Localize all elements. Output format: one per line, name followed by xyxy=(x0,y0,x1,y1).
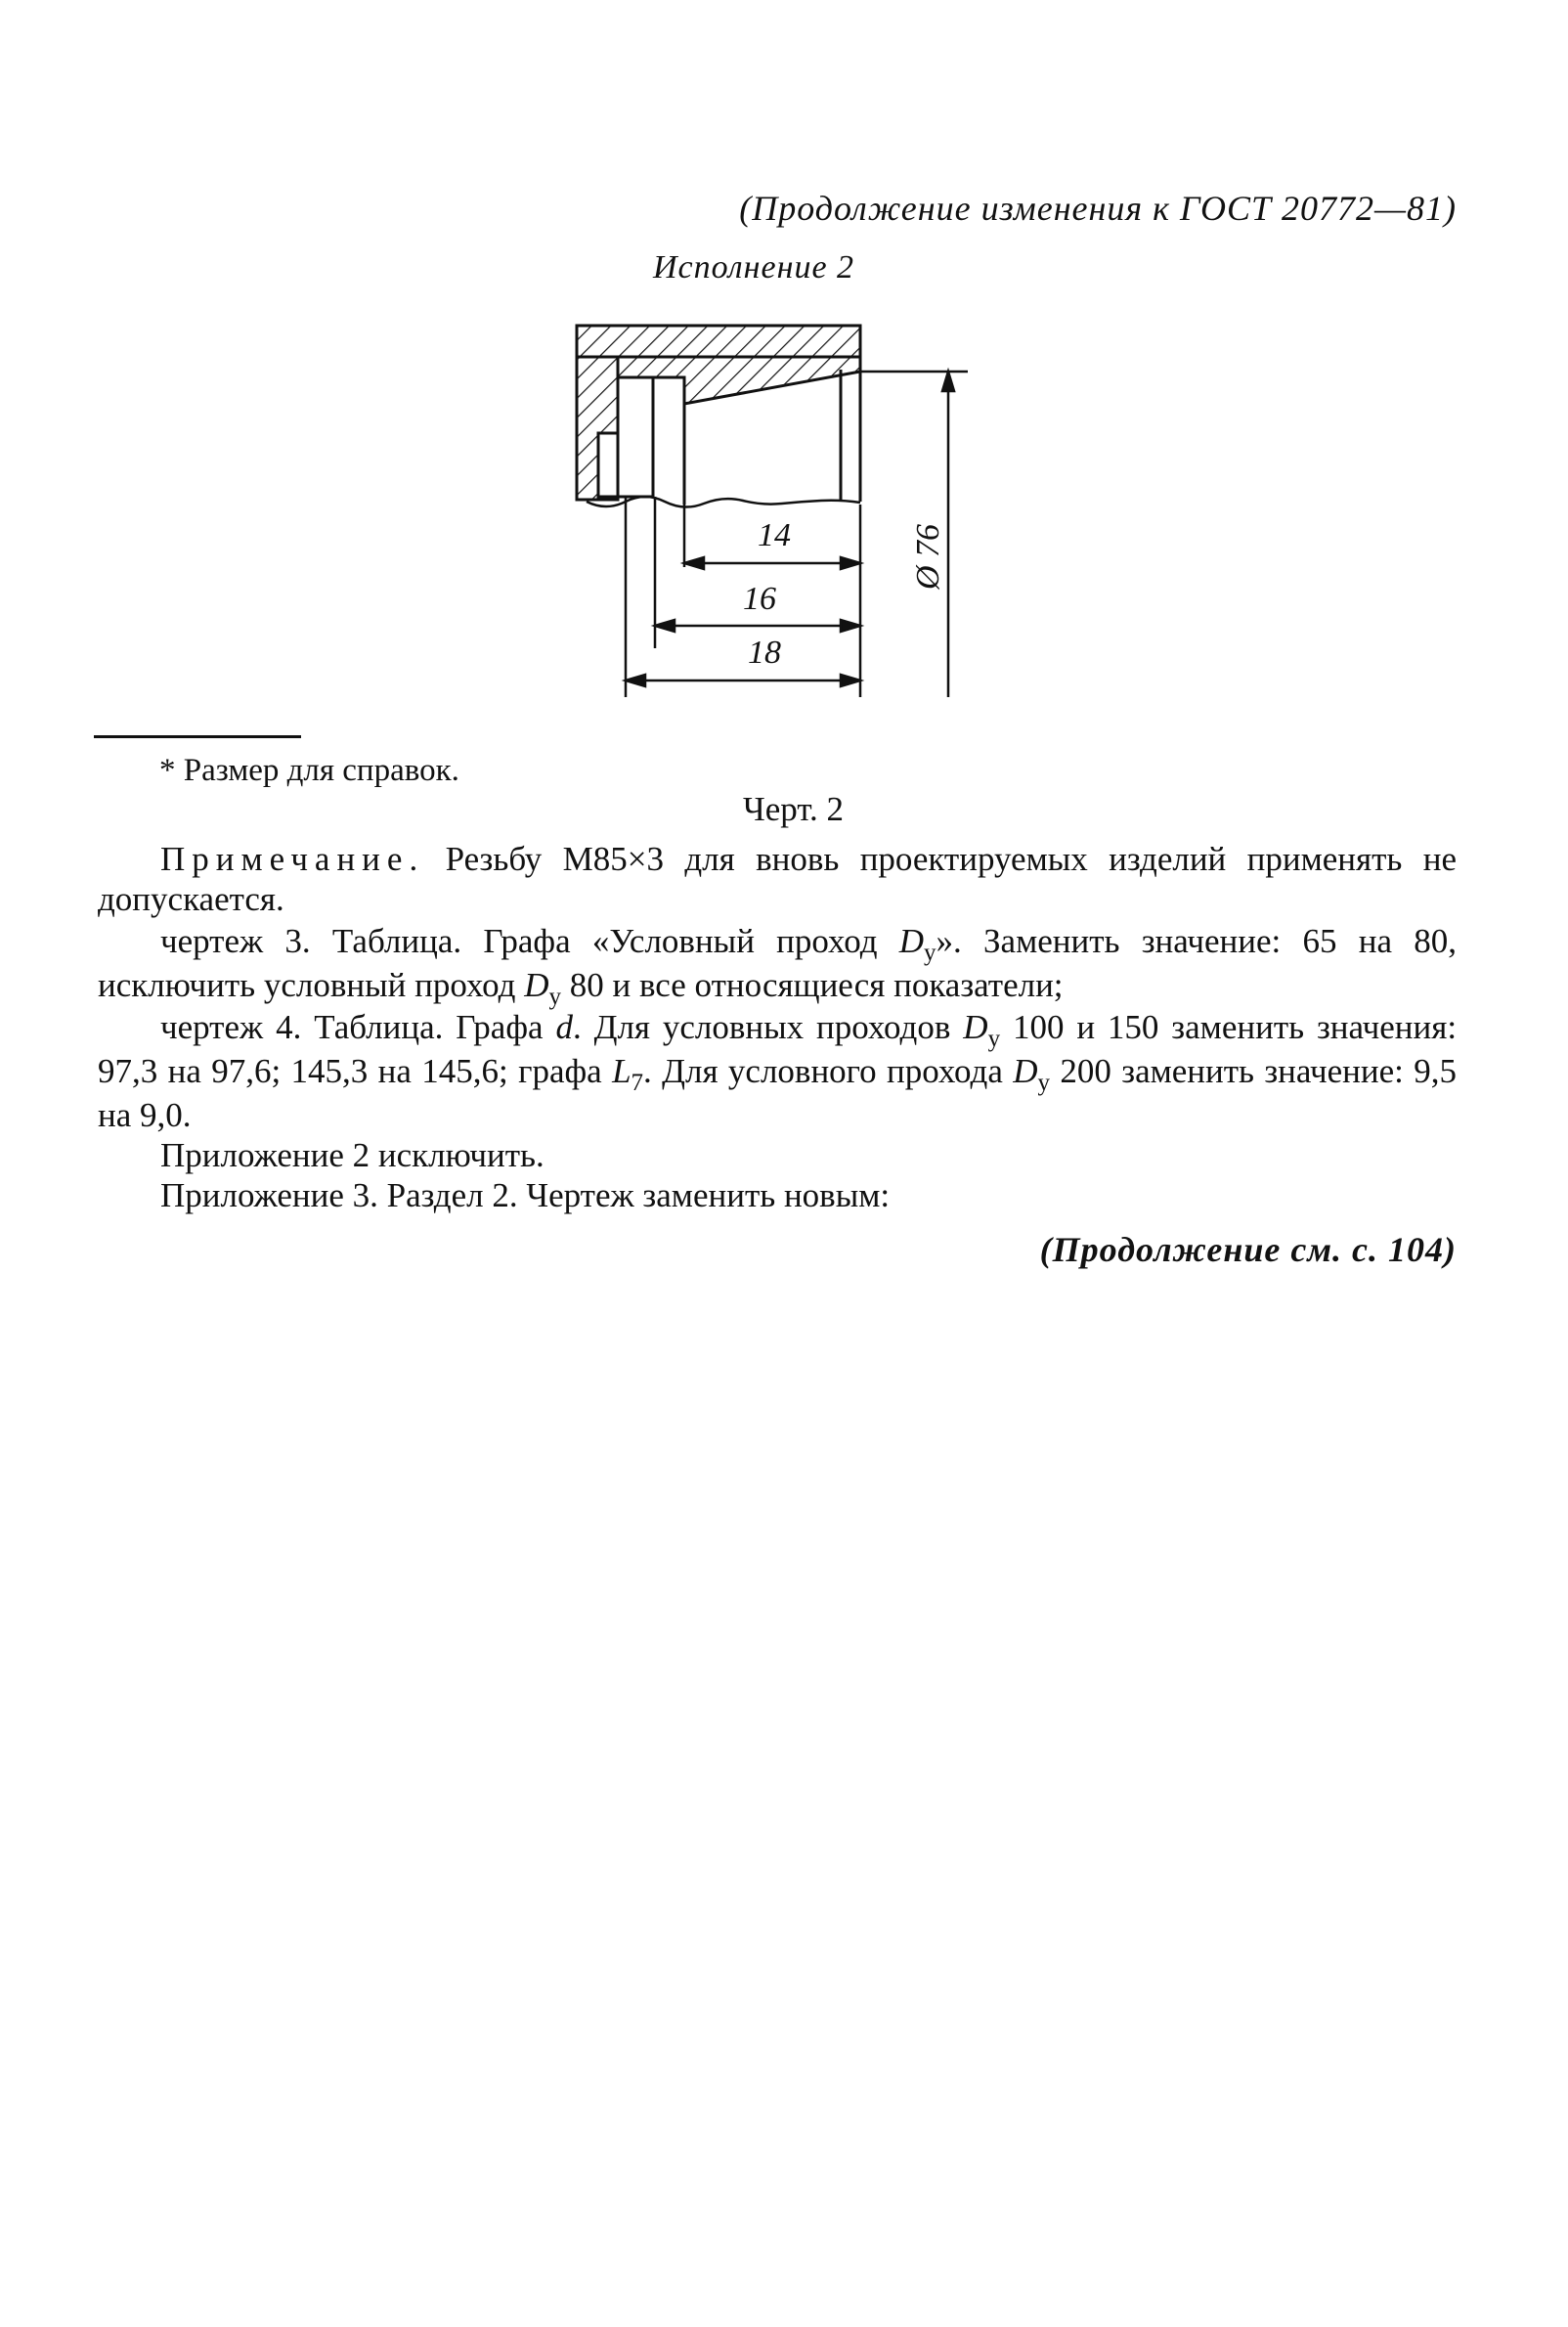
footnote: * Размер для справок. xyxy=(159,753,459,788)
p3-text-2: ». Заменить значение: 65 на 80, исключить условный проход xyxy=(98,922,1457,1004)
continued-note: (Продолжение см. с. 104) xyxy=(1039,1230,1457,1269)
p3-symbol-d: D xyxy=(898,922,925,960)
note-label: Примечание. xyxy=(160,840,425,878)
execution-title: Исполнение 2 xyxy=(653,249,855,285)
page-header: (Продолжение изменения к ГОСТ 20772—81) xyxy=(739,189,1457,228)
technical-drawing xyxy=(547,311,978,702)
dim-label-14: 14 xyxy=(758,517,791,553)
p4-text-5: 200 заменить значение: 9,5 на 9,0. xyxy=(98,1052,1458,1134)
part-section xyxy=(577,326,860,507)
p4-subscript-l: 7 xyxy=(631,1070,644,1096)
dim-label-16: 16 xyxy=(743,581,776,617)
p4-subscript-2: у xyxy=(1037,1070,1051,1096)
p3-text-3: 80 и все относящиеся показатели; xyxy=(569,966,1064,1004)
p4-symbol-dy-2: D xyxy=(1013,1052,1038,1090)
paragraph-drawing4 xyxy=(98,1007,1457,1135)
dim-label-18: 18 xyxy=(748,635,781,671)
p4-subscript: у xyxy=(987,1026,1001,1052)
p3-subscript: у xyxy=(924,940,936,966)
p3-text-1: чертеж 3. Таблица. Графа «Условный проход xyxy=(160,922,878,960)
dim-label-diameter: Ø 76 xyxy=(910,523,946,590)
note-paragraph xyxy=(98,839,1457,919)
figure-caption: Черт. 2 xyxy=(743,790,844,828)
p4-symbol-l: L xyxy=(612,1052,632,1090)
p4-text-3: 100 и 150 заменить значения: 97,3 на 97,6; 145,3 на 145,6; графа xyxy=(98,1008,1458,1090)
appendix3-line: Приложение 3. Раздел 2. Чертеж заменить новым: xyxy=(160,1176,891,1214)
p4-text-2: . Для условных проходов xyxy=(572,1008,951,1046)
paragraph-drawing3 xyxy=(98,921,1457,1009)
p3-subscript-2: у xyxy=(548,984,561,1010)
footnote-rule xyxy=(94,735,301,738)
p4-text-4: . Для условного прохода xyxy=(643,1052,1003,1090)
p4-symbol-dy: D xyxy=(963,1008,988,1046)
appendix2-line: Приложение 2 исключить. xyxy=(160,1136,544,1174)
p4-symbol-d: d xyxy=(555,1008,573,1046)
note-text: Резьбу М85×3 для вновь проектируемых изделий применять не допускается. xyxy=(98,840,1457,918)
p4-text-1: чертеж 4. Таблица. Графа xyxy=(160,1008,544,1046)
p3-symbol-d-2: D xyxy=(524,966,549,1004)
